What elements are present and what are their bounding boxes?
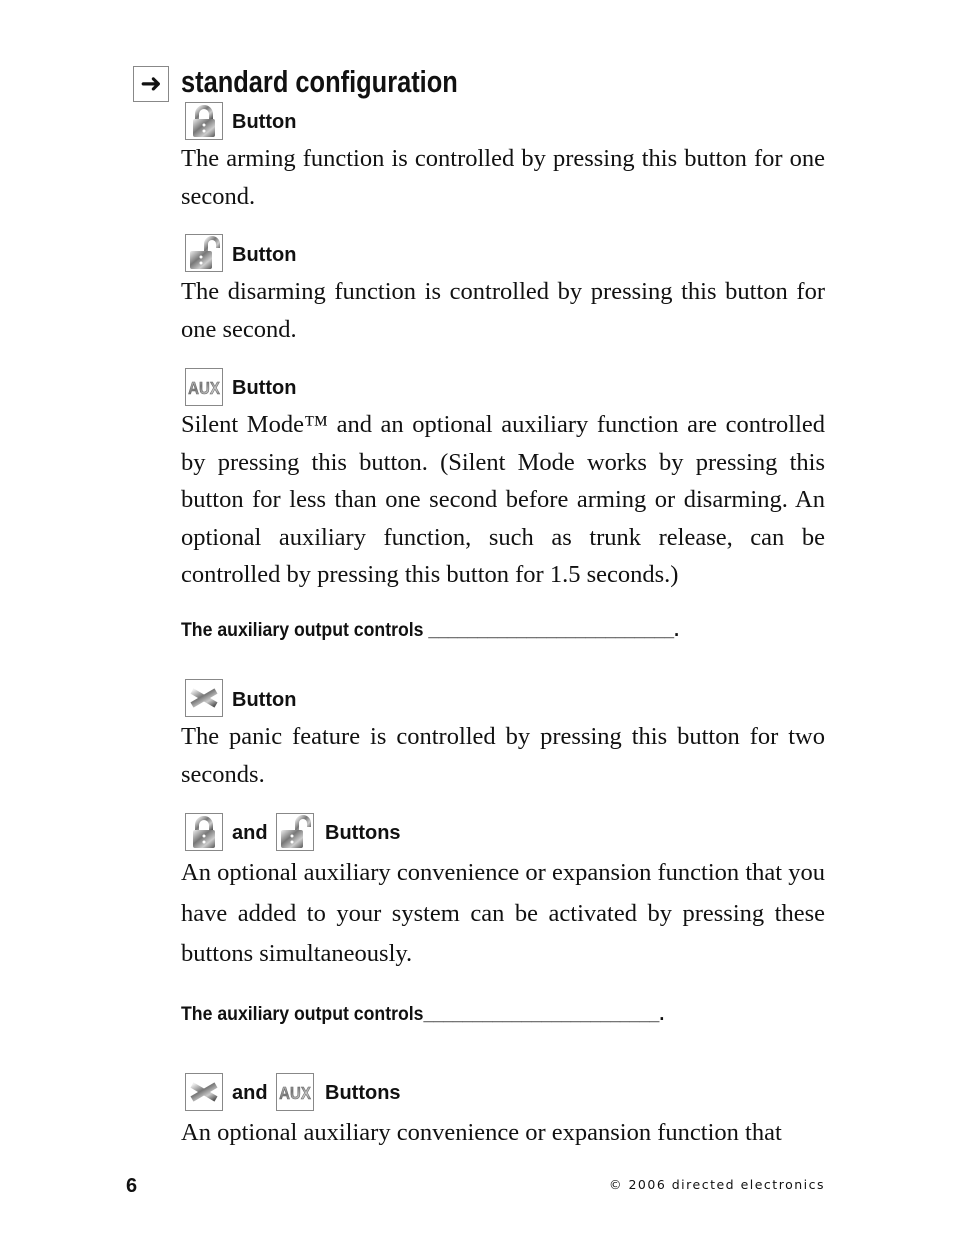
buttons-label: Buttons: [325, 1082, 401, 1104]
lock-icon: [185, 813, 223, 851]
button-label: Button: [232, 244, 297, 266]
copyright: © 2006 directed electronics: [608, 1177, 825, 1192]
aux-output-fill-in[interactable]: The auxiliary output controls _________________________.: [181, 620, 680, 641]
right-arrow-icon: ➜: [133, 66, 169, 102]
button-label: Button: [232, 689, 297, 711]
page-title: standard configuration: [181, 64, 458, 99]
aux-icon: [276, 1073, 314, 1111]
lock-unlock-description: An optional auxiliary convenience or expansion function that you have added to your system can be activated by pressing these buttons simultaneously.: [181, 859, 825, 967]
disarm-description: The disarming function is controlled by pressing this button for one second.: [181, 278, 825, 343]
unlock-icon: [185, 234, 223, 272]
page-number: 6: [126, 1175, 138, 1197]
arm-description: The arming function is controlled by pressing this button for one second.: [181, 145, 825, 210]
button-label: Button: [232, 377, 297, 399]
asterisk-icon: [185, 1073, 223, 1111]
and-label: and: [232, 1082, 268, 1104]
aux-description: Silent Mode™ and an optional auxiliary function are controlled by pressing this button. (Silent Mode works by pressing this button for less than one second before arming or disarming. An optional auxiliary function, such as trunk release, can be controlled by pressing this button for 1.5 seconds.): [181, 411, 825, 588]
asterisk-aux-description: An optional auxiliary convenience or expansion function that: [181, 1119, 782, 1146]
svg-text:AUX: AUX: [279, 1082, 311, 1104]
unlock-icon: [276, 813, 314, 851]
lock-icon: [185, 102, 223, 140]
buttons-label: Buttons: [325, 822, 401, 844]
svg-text:AUX: AUX: [188, 377, 220, 399]
panic-description: The panic feature is controlled by pressing this button for two seconds.: [181, 723, 825, 788]
aux-output-fill-in[interactable]: The auxiliary output controls________________________.: [181, 1004, 665, 1025]
aux-icon: [185, 368, 223, 406]
button-label: Button: [232, 111, 297, 133]
asterisk-icon: [185, 679, 223, 717]
and-label: and: [232, 822, 268, 844]
